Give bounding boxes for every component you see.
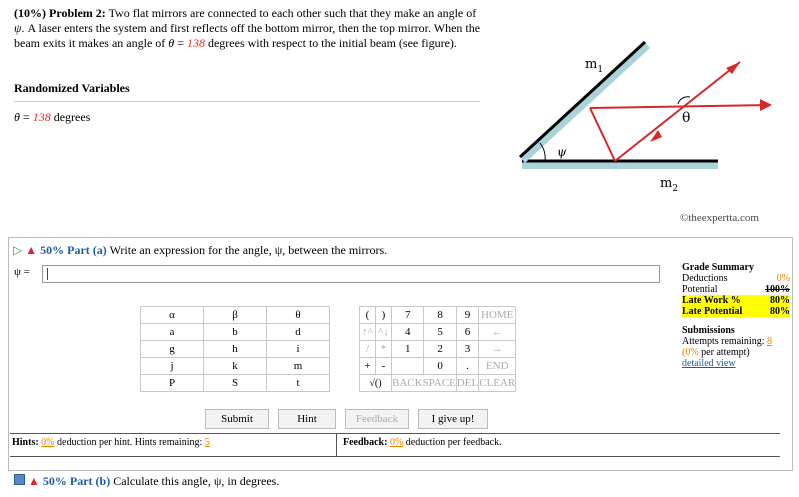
psi-label: ψ xyxy=(557,145,567,159)
m1-label: $m_1$ xyxy=(585,57,604,75)
key-left[interactable]: ← xyxy=(479,324,516,341)
key-minus[interactable]: - xyxy=(376,358,392,375)
m2-label: $m_2$ xyxy=(660,176,679,194)
warning-icon: ▲ xyxy=(25,243,38,257)
problem-statement: (10%) Problem 2: Two flat mirrors are connected to each other such that they make an angle of ψ. A laser enters the system and first reflects off the bottom mirror, then the top mirror. When the beam exits it makes an angle of θ = 138 degrees with respect to the initial beam (see figure). xyxy=(14,6,481,50)
key-del[interactable]: DEL xyxy=(456,375,478,392)
key-9[interactable]: 9 xyxy=(456,307,478,324)
hint-button[interactable]: Hint xyxy=(278,409,336,429)
key-d[interactable]: d xyxy=(267,324,330,341)
feedback-button[interactable]: Feedback xyxy=(345,409,409,429)
key-right[interactable]: → xyxy=(479,341,516,358)
key-a[interactable]: a xyxy=(141,324,204,341)
key-alpha[interactable]: α xyxy=(141,307,204,324)
key-j[interactable]: j xyxy=(141,358,204,375)
detailed-view-link[interactable]: detailed view xyxy=(682,358,736,369)
key-3[interactable]: 3 xyxy=(456,341,478,358)
key-power-down[interactable]: ^↓ xyxy=(376,324,392,341)
warning-icon: ▲ xyxy=(28,474,40,488)
input-label: ψ = xyxy=(14,266,30,278)
laser-arrow-2 xyxy=(760,99,772,111)
key-end[interactable]: END xyxy=(479,358,516,375)
laser-outgoing xyxy=(590,105,770,108)
expand-triangle-icon[interactable]: ▷ xyxy=(13,243,23,257)
key-6[interactable]: 6 xyxy=(456,324,478,341)
key-power-up[interactable]: ↑^ xyxy=(360,324,376,341)
key-backspace[interactable]: BACKSPACE xyxy=(392,375,457,392)
bar-divider xyxy=(336,434,337,456)
key-b[interactable]: b xyxy=(204,324,267,341)
copyright: ©theexpertta.com xyxy=(680,212,759,224)
part-a-header[interactable]: ▷ ▲ 50% Part (a) Write an expression for the angle, ψ, between the mirrors. xyxy=(13,243,388,257)
key-close-paren[interactable]: ) xyxy=(376,307,392,324)
key-blank xyxy=(392,358,424,375)
laser-incoming xyxy=(615,62,740,161)
randomized-heading: Randomized Variables xyxy=(14,81,130,95)
key-2[interactable]: 2 xyxy=(424,341,456,358)
part-b-header[interactable]: ▲ 50% Part (b) Calculate this angle, ψ, in degrees. xyxy=(14,474,279,489)
key-theta[interactable]: θ xyxy=(267,307,330,324)
randomized-variable: θ = 138 degrees xyxy=(14,110,91,124)
key-sqrt[interactable]: √() xyxy=(360,375,392,392)
key-0[interactable]: 0 xyxy=(424,358,456,375)
hint-feedback-bar xyxy=(10,433,780,457)
key-divide[interactable]: / xyxy=(360,341,376,358)
hints-info: Hints: 0% deduction per hint. Hints remaining: 5 xyxy=(12,437,210,448)
key-home[interactable]: HOME xyxy=(479,307,516,324)
key-4[interactable]: 4 xyxy=(392,324,424,341)
mirror-figure xyxy=(510,40,790,230)
key-plus[interactable]: + xyxy=(360,358,376,375)
feedback-info: Feedback: 0% deduction per feedback. xyxy=(343,437,502,448)
key-8[interactable]: 8 xyxy=(424,307,456,324)
divider xyxy=(14,101,480,102)
submit-button[interactable]: Submit xyxy=(205,409,269,429)
answer-input[interactable] xyxy=(42,265,660,283)
key-S[interactable]: S xyxy=(204,375,267,392)
key-open-paren[interactable]: ( xyxy=(360,307,376,324)
text-caret xyxy=(47,268,48,280)
key-beta[interactable]: β xyxy=(204,307,267,324)
key-5[interactable]: 5 xyxy=(424,324,456,341)
variable-keypad xyxy=(140,306,330,392)
key-multiply[interactable]: * xyxy=(376,341,392,358)
key-g[interactable]: g xyxy=(141,341,204,358)
collapse-icon[interactable] xyxy=(14,474,25,485)
theta-label: θ xyxy=(682,110,691,126)
key-1[interactable]: 1 xyxy=(392,341,424,358)
mirror-m1-edge xyxy=(520,42,645,157)
grade-summary: Grade Summary Deductions 0% Potential 100% Late Work % 80% Late Potential 80% Submissions Attempts remaining: 8 (0% per attempt) detailed view xyxy=(682,262,790,369)
key-P[interactable]: P xyxy=(141,375,204,392)
key-t[interactable]: t xyxy=(267,375,330,392)
key-i[interactable]: i xyxy=(267,341,330,358)
key-m[interactable]: m xyxy=(267,358,330,375)
key-dot[interactable]: . xyxy=(456,358,478,375)
key-h[interactable]: h xyxy=(204,341,267,358)
number-keypad xyxy=(359,306,516,392)
key-k[interactable]: k xyxy=(204,358,267,375)
give-up-button[interactable]: I give up! xyxy=(418,409,488,429)
key-7[interactable]: 7 xyxy=(392,307,424,324)
key-clear[interactable]: CLEAR xyxy=(479,375,516,392)
answer-row xyxy=(14,265,659,283)
laser-reflect-1 xyxy=(590,108,615,161)
